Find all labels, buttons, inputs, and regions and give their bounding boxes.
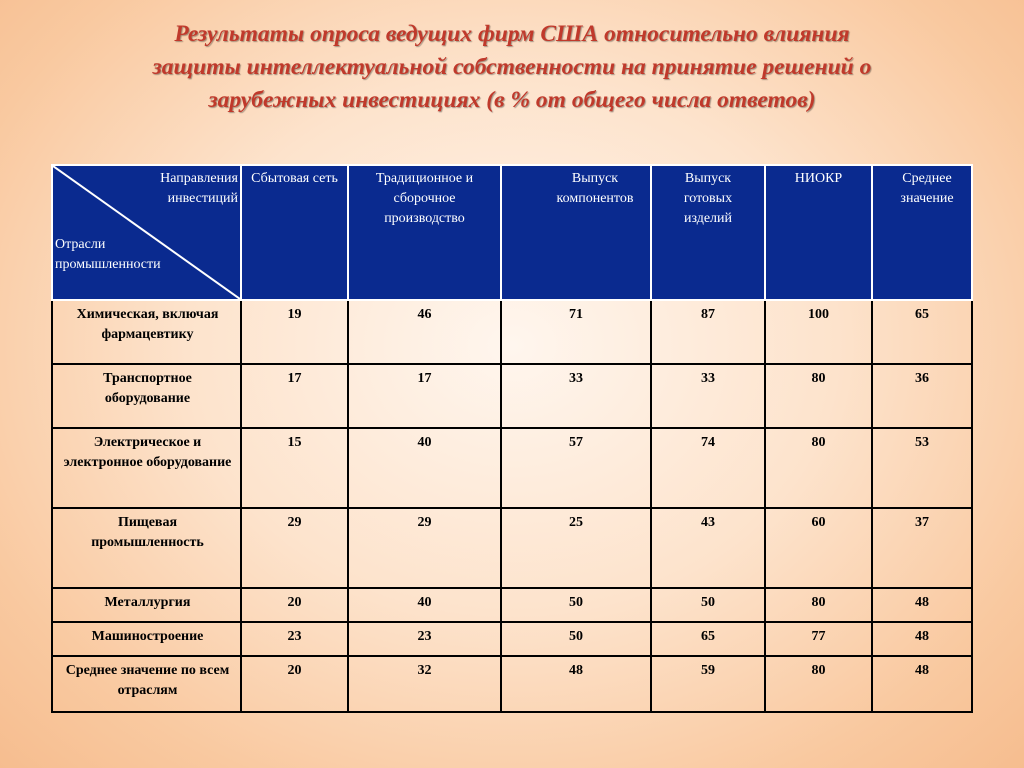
value-cell: 23 xyxy=(241,622,348,656)
table-row xyxy=(52,364,972,428)
value-cell: 25 xyxy=(501,508,651,588)
value-cell: 80 xyxy=(765,656,872,712)
value-cell: 23 xyxy=(348,622,501,656)
table-row xyxy=(52,622,972,656)
value-cell: 17 xyxy=(241,364,348,428)
value-cell: 29 xyxy=(241,508,348,588)
table-row xyxy=(52,656,972,712)
value-cell: 32 xyxy=(348,656,501,712)
value-cell: 53 xyxy=(872,428,972,508)
table-row xyxy=(52,508,972,588)
value-cell: 46 xyxy=(348,300,501,364)
value-cell: 74 xyxy=(651,428,765,508)
value-cell: 100 xyxy=(765,300,872,364)
value-cell: 59 xyxy=(651,656,765,712)
value-cell: 50 xyxy=(501,588,651,622)
table-row xyxy=(52,428,972,508)
value-cell: 20 xyxy=(241,656,348,712)
value-cell: 33 xyxy=(501,364,651,428)
title-line-3: зарубежных инвестициях (в % от общего числа ответов) xyxy=(208,87,816,113)
value-cell: 60 xyxy=(765,508,872,588)
value-cell: 80 xyxy=(765,588,872,622)
survey-table xyxy=(51,164,973,713)
value-cell: 37 xyxy=(872,508,972,588)
value-cell: 48 xyxy=(872,622,972,656)
corner-header-cell xyxy=(52,165,241,300)
value-cell: 80 xyxy=(765,364,872,428)
value-cell: 80 xyxy=(765,428,872,508)
corner-top-line-2: инвестиций xyxy=(167,191,238,206)
row-label: Электрическое и электронное оборудование xyxy=(52,428,241,508)
value-cell: 40 xyxy=(348,588,501,622)
value-cell: 43 xyxy=(651,508,765,588)
column-header: Традиционное и сборочное производство xyxy=(348,165,501,300)
value-cell: 15 xyxy=(241,428,348,508)
title-line-1: Результаты опроса ведущих фирм США относительно влияния xyxy=(174,21,850,47)
corner-bottom-line-2: промышленности xyxy=(55,257,161,272)
value-cell: 71 xyxy=(501,300,651,364)
row-label: Металлургия xyxy=(52,588,241,622)
value-cell: 48 xyxy=(872,656,972,712)
slide-title xyxy=(40,18,984,117)
column-header: НИОКР xyxy=(765,165,872,300)
value-cell: 36 xyxy=(872,364,972,428)
value-cell: 77 xyxy=(765,622,872,656)
corner-top-label xyxy=(160,169,238,209)
value-cell: 87 xyxy=(651,300,765,364)
value-cell: 19 xyxy=(241,300,348,364)
corner-top-line-1: Направления xyxy=(160,171,238,186)
value-cell: 50 xyxy=(651,588,765,622)
value-cell: 29 xyxy=(348,508,501,588)
column-header: Выпуск компонентов xyxy=(501,165,651,300)
value-cell: 17 xyxy=(348,364,501,428)
table-row xyxy=(52,588,972,622)
row-label: Машиностроение xyxy=(52,622,241,656)
table-row xyxy=(52,300,972,364)
row-label: Среднее значение по всем отраслям xyxy=(52,656,241,712)
column-header: Среднее значение xyxy=(872,165,972,300)
value-cell: 48 xyxy=(501,656,651,712)
value-cell: 50 xyxy=(501,622,651,656)
value-cell: 65 xyxy=(651,622,765,656)
corner-bottom-line-1: Отрасли xyxy=(55,237,106,252)
column-header: Сбытовая сеть xyxy=(241,165,348,300)
row-label: Транспортное оборудование xyxy=(52,364,241,428)
column-header: Выпуск готовых изделий xyxy=(651,165,765,300)
value-cell: 48 xyxy=(872,588,972,622)
value-cell: 33 xyxy=(651,364,765,428)
value-cell: 20 xyxy=(241,588,348,622)
title-line-2: защиты интеллектуальной собственности на принятие решений о xyxy=(152,54,872,80)
header-row xyxy=(52,165,972,300)
value-cell: 65 xyxy=(872,300,972,364)
value-cell: 57 xyxy=(501,428,651,508)
value-cell: 40 xyxy=(348,428,501,508)
row-label: Химическая, включая фармацевтику xyxy=(52,300,241,364)
corner-bottom-label xyxy=(55,235,161,275)
row-label: Пищевая промышленность xyxy=(52,508,241,588)
